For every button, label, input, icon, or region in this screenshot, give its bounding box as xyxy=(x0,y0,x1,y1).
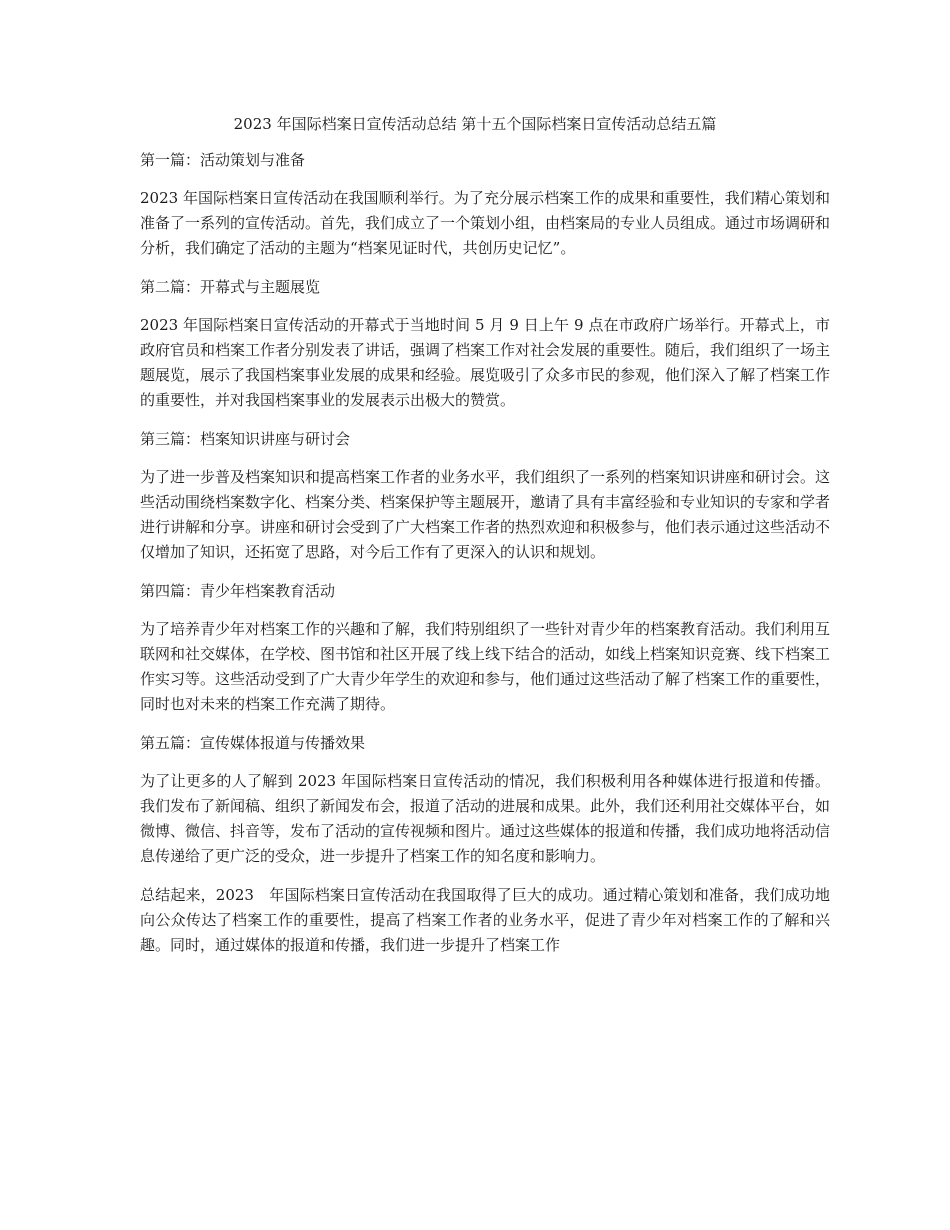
document-title: 2023 年国际档案日宣传活动总结 第十五个国际档案日宣传活动总结五篇 xyxy=(233,115,717,133)
section-heading: 第四篇：青少年档案教育活动 xyxy=(140,582,336,600)
section-2 xyxy=(140,275,830,413)
section-paragraph: 为了让更多的人了解到 2023 年国际档案日宣传活动的情况，我们积极利用各种媒体进行报道和传播。我们发布了新闻稿、组织了新闻发布会，报道了活动的进展和成果。此外，我们还利用社交媒体平台，如微博、微信、抖音等，发布了活动的宣传视频和图片。通过这些媒体的报道和传播，我们成功地将活动信息传递给了更广泛的受众，进一步提升了档案工作的知名度和影响力。 xyxy=(140,772,831,865)
section-paragraph: 为了培养青少年对档案工作的兴趣和了解，我们特别组织了一些针对青少年的档案教育活动。我们利用互联网和社交媒体，在学校、图书馆和社区开展了线上线下结合的活动，如线上档案知识竞赛、线下档案工作实习等。这些活动受到了广大青少年学生的欢迎和参与，他们通过这些活动了解了档案工作的重要性，同时也对未来的档案工作充满了期待。 xyxy=(140,620,831,713)
section-paragraph: 2023 年国际档案日宣传活动的开幕式于当地时间 5 月 9 日上午 9 点在市政府广场举行。开幕式上，市政府官员和档案工作者分别发表了讲话，强调了档案工作对社会发展的重要性。随后，我们组织了一场主题展览，展示了我国档案事业发展的成果和经验。展览吸引了众多市民的参观，他们深入了解了档案工作的重要性，并对我国档案事业的发展表示出极大的赞赏。 xyxy=(140,316,831,409)
section-paragraph: 2023 年国际档案日宣传活动在我国顺利举行。为了充分展示档案工作的成果和重要性，我们精心策划和准备了一系列的宣传活动。首先，我们成立了一个策划小组，由档案局的专业人员组成。通过市场调研和分析，我们确定了活动的主题为“档案见证时代，共创历史记忆”。 xyxy=(140,189,831,257)
section-heading: 第五篇：宣传媒体报道与传播效果 xyxy=(140,734,366,752)
document-body xyxy=(140,148,830,972)
section-1 xyxy=(140,148,830,261)
conclusion-paragraph: 总结起来，2023 年国际档案日宣传活动在我国取得了巨大的成功。通过精心策划和准备，我们成功地向公众传达了档案工作的重要性，提高了档案工作者的业务水平，促进了青少年对档案工作的了解和兴趣。同时，通过媒体的报道和传播，我们进一步提升了档案工作 xyxy=(140,886,830,954)
section-paragraph: 为了进一步普及档案知识和提高档案工作者的业务水平，我们组织了一系列的档案知识讲座和研讨会。这些活动围绕档案数字化、档案分类、档案保护等主题展开，邀请了具有丰富经验和专业知识的专家和学者进行讲解和分享。讲座和研讨会受到了广大档案工作者的热烈欢迎和积极参与，他们表示通过这些活动不仅增加了知识，还拓宽了思路，对今后工作有了更深入的认识和规划。 xyxy=(140,468,831,561)
section-4 xyxy=(140,579,830,717)
section-heading: 第二篇：开幕式与主题展览 xyxy=(140,278,321,296)
section-heading: 第一篇：活动策划与准备 xyxy=(140,151,306,169)
section-3 xyxy=(140,427,830,565)
section-heading: 第三篇：档案知识讲座与研讨会 xyxy=(140,430,351,448)
section-5 xyxy=(140,731,830,869)
